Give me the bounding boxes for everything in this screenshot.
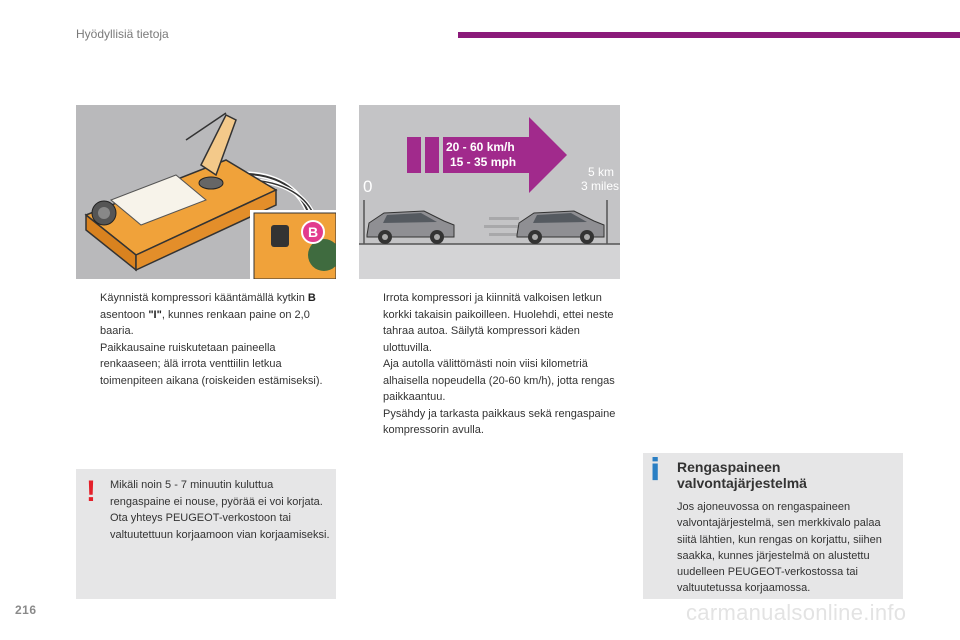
- distance-miles-label: 3 miles: [581, 179, 620, 193]
- info-text: Jos ajoneuvossa on rengaspaineen valvontajärjestelmä, sen merkkivalo palaa siitä lähtien, kun rengas on korjattu, siihen saakka, kunnes järjestelmä on alustettu uudelleen PEUGEOT-verkostossa tai valtuutetussa korjaamossa.: [677, 501, 882, 595]
- speed-kmh-label: 20 - 60 km/h: [446, 140, 515, 154]
- drive-speed-illustration: [359, 105, 620, 279]
- switch-position: "I": [148, 308, 162, 321]
- start-distance-label: 0: [363, 177, 373, 196]
- compressor-illustration: [76, 105, 336, 279]
- warning-icon: !: [86, 475, 96, 508]
- warning-box: [76, 469, 336, 599]
- instruction-item: [76, 290, 336, 389]
- info-title: Rengaspaineen valvontajärjestelmä: [677, 459, 807, 491]
- right-instruction-column: [359, 290, 629, 439]
- instruction-text: Pysähdy ja tarkasta paikkaus sekä rengaspaine kompressorin avulla.: [383, 407, 616, 436]
- instruction-text: Käynnistä kompressori kääntämällä kytkin: [100, 292, 308, 304]
- left-instruction-column: [76, 290, 336, 389]
- instruction-item: [359, 406, 629, 439]
- instruction-text: asentoon: [100, 308, 149, 321]
- info-box: [643, 453, 903, 599]
- watermark: carmanualsonline.info: [686, 600, 907, 625]
- callout-letter-b: B: [307, 224, 319, 240]
- section-title: Hyödyllisiä tietoja: [76, 27, 169, 41]
- instruction-note: Paikkausaine ruiskutetaan paineella renkaaseen; älä irrota venttiilin letkua toimenpiteen aikana (roiskeiden estämiseksi).: [100, 341, 323, 387]
- instruction-item: [359, 356, 629, 406]
- instruction-text: Aja autolla välittömästi noin viisi kilometriä alhaisella nopeudella (20-60 km/h), jotta rengas paikkaantuu.: [383, 358, 615, 403]
- switch-letter: B: [307, 292, 316, 304]
- header-accent-bar: [458, 32, 960, 38]
- info-icon: i: [650, 453, 661, 488]
- distance-km-label: 5 km: [588, 165, 615, 179]
- instruction-item: [359, 290, 629, 356]
- page-number: 216: [15, 603, 37, 617]
- instruction-text: Irrota kompressori ja kiinnitä valkoisen letkun korkki takaisin paikoilleen. Huolehdi, ettei neste tahraa autoa. Säilytä kompressori käden ulottuvilla.: [383, 292, 614, 354]
- warning-text: Mikäli noin 5 - 7 minuutin kuluttua rengaspaine ei nouse, pyörää ei voi korjata. Ota yhteys PEUGEOT-verkostoon tai valtuutettuun korjaamoon vian korjaamiseksi.: [110, 479, 330, 541]
- instruction-text: , kunnes renkaan paine on 2,0 baaria.: [100, 308, 310, 337]
- speed-mph-label: 15 - 35 mph: [450, 155, 517, 169]
